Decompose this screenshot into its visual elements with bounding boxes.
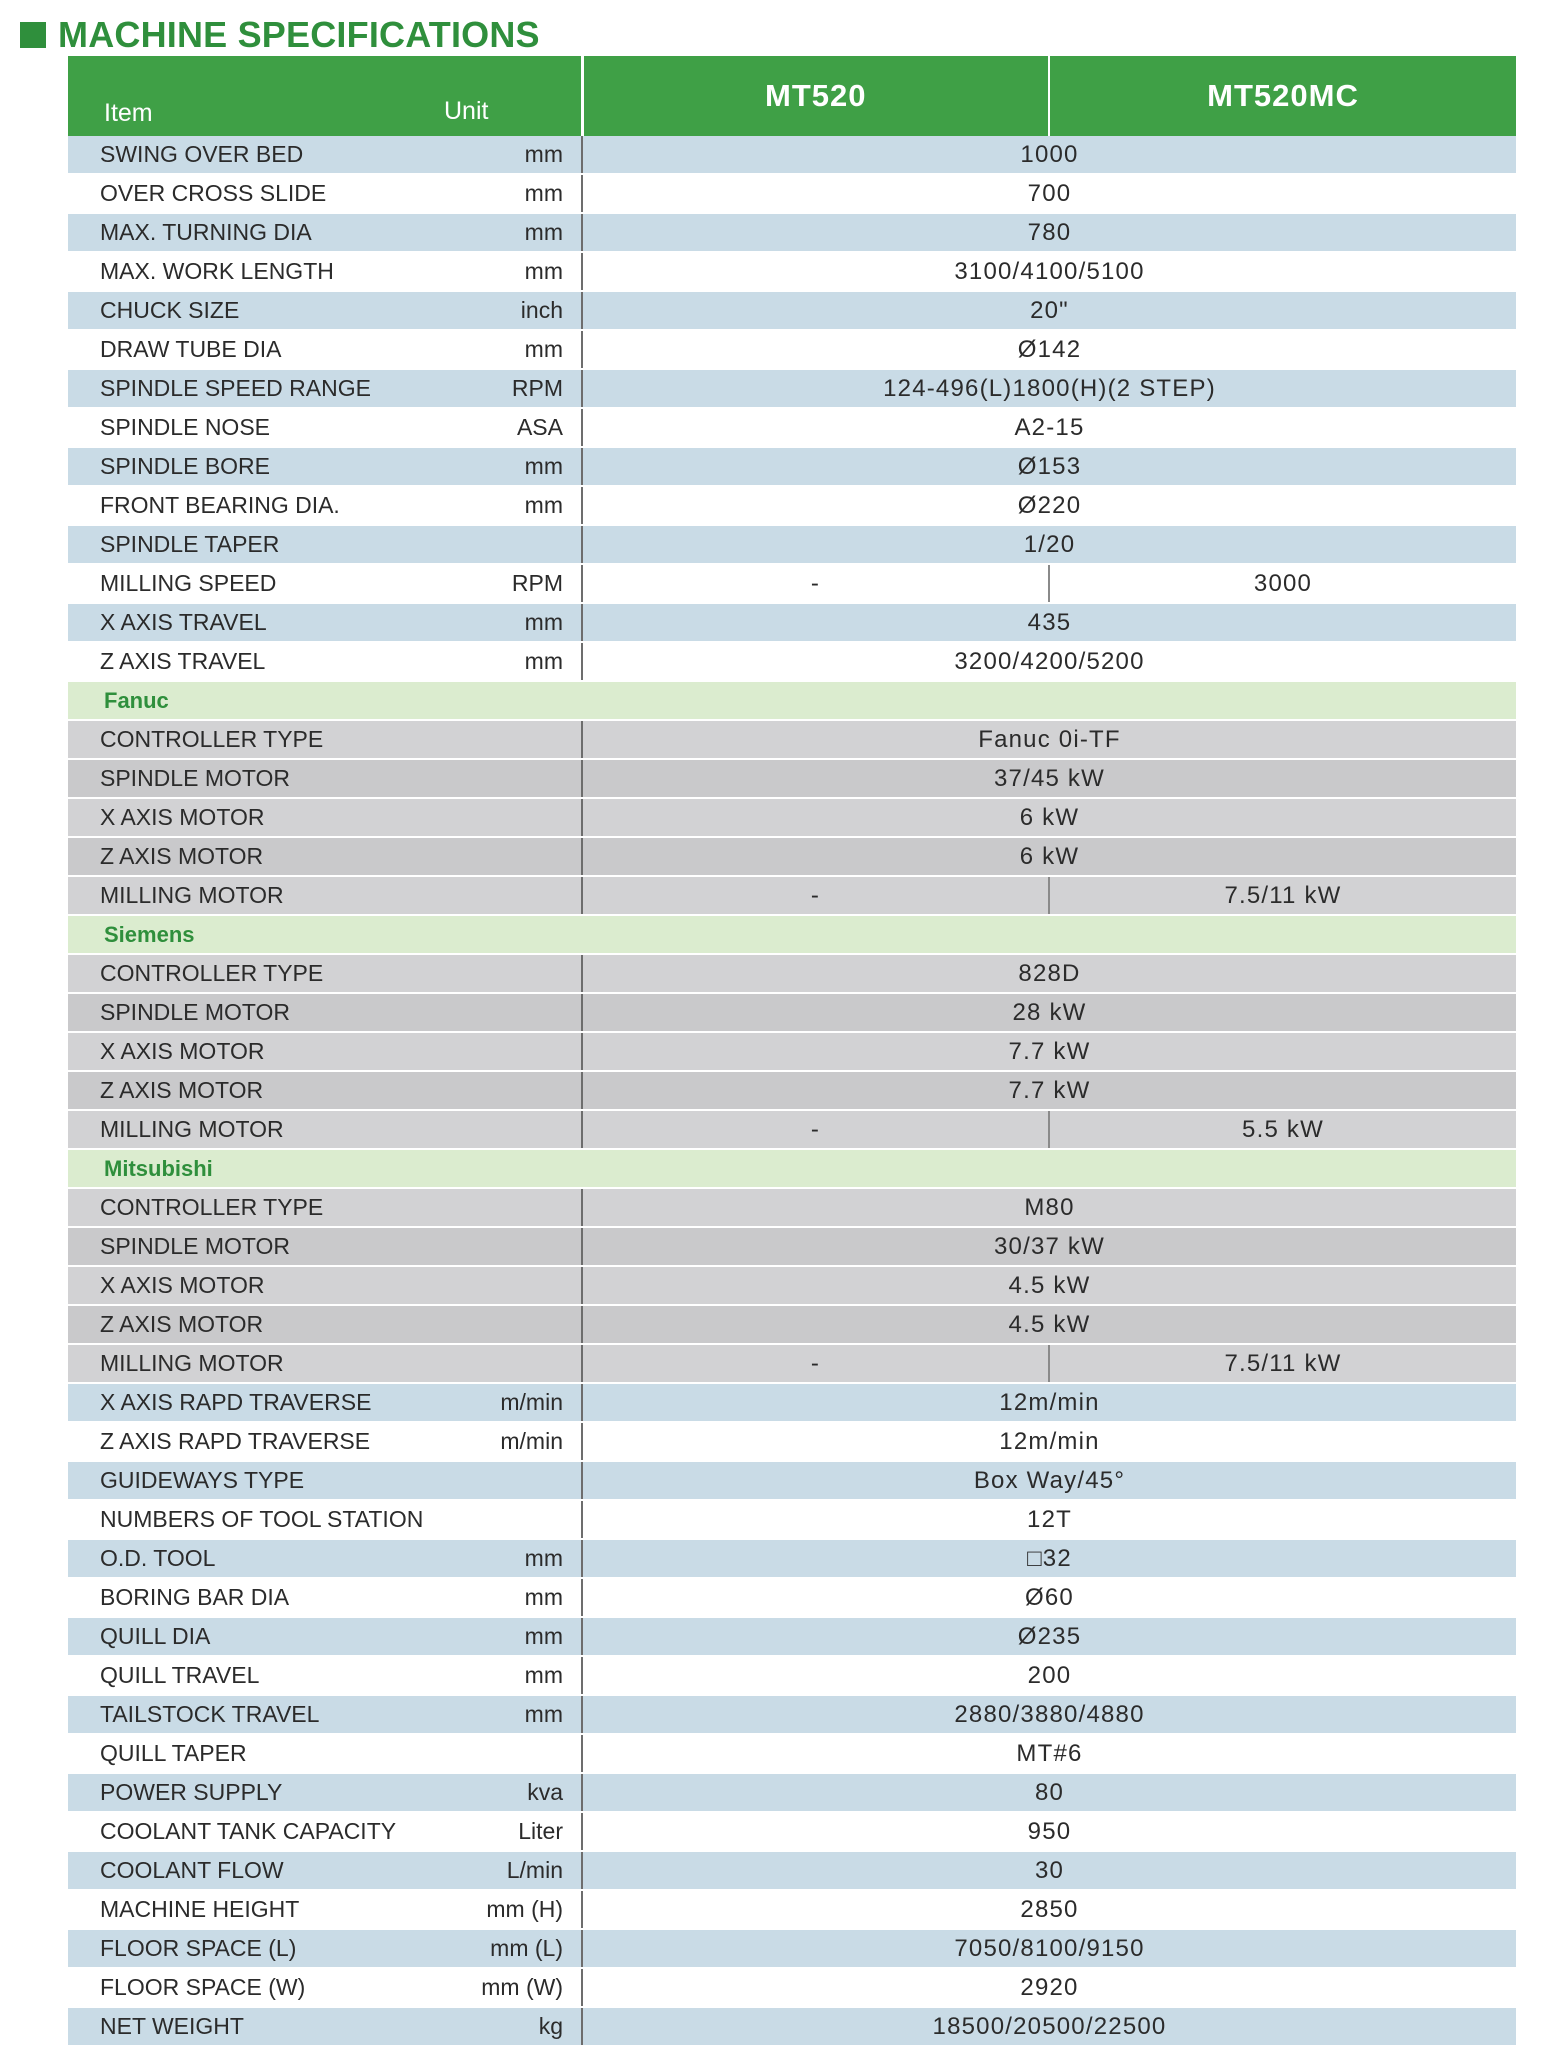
spec-unit: mm (444, 486, 582, 525)
spec-unit (444, 1227, 582, 1266)
table-row (68, 330, 1516, 369)
spec-unit: mm (444, 330, 582, 369)
spec-item-label: GUIDEWAYS TYPE (68, 1461, 444, 1500)
spec-unit (444, 1188, 582, 1227)
spec-unit (444, 1500, 582, 1539)
spec-value: 1000 (582, 136, 1516, 174)
spec-value: Ø153 (582, 447, 1516, 486)
spec-unit: mm (444, 447, 582, 486)
spec-item-label: SPINDLE SPEED RANGE (68, 369, 444, 408)
spec-value-mt520: - (582, 876, 1049, 915)
section-row (68, 1149, 1516, 1188)
spec-item-label: X AXIS MOTOR (68, 798, 444, 837)
spec-unit: m/min (444, 1422, 582, 1461)
spec-value: A2-15 (582, 408, 1516, 447)
spec-unit (444, 876, 582, 915)
spec-item-label: MILLING MOTOR (68, 876, 444, 915)
spec-value: 20" (582, 291, 1516, 330)
section-label: Mitsubishi (68, 1149, 1516, 1188)
table-row (68, 174, 1516, 213)
spec-item-label: O.D. TOOL (68, 1539, 444, 1578)
spec-value-mt520mc: 5.5 kW (1049, 1110, 1516, 1149)
spec-unit: mm (444, 136, 582, 174)
spec-unit: mm (444, 174, 582, 213)
spec-value: 7050/8100/9150 (582, 1929, 1516, 1968)
table-row (68, 408, 1516, 447)
table-row (68, 1422, 1516, 1461)
table-row (68, 1266, 1516, 1305)
table-row (68, 1032, 1516, 1071)
spec-value-mt520: - (582, 1110, 1049, 1149)
spec-value: 7.7 kW (582, 1032, 1516, 1071)
table-row (68, 2007, 1516, 2046)
spec-value: Ø60 (582, 1578, 1516, 1617)
spec-item-label: Z AXIS RAPD TRAVERSE (68, 1422, 444, 1461)
table-row (68, 837, 1516, 876)
spec-unit: mm (444, 1656, 582, 1695)
section-row (68, 915, 1516, 954)
spec-item-label: X AXIS MOTOR (68, 1266, 444, 1305)
table-row (68, 564, 1516, 603)
spec-value: 2850 (582, 1890, 1516, 1929)
spec-unit (444, 720, 582, 759)
spec-value: 3200/4200/5200 (582, 642, 1516, 681)
spec-unit (444, 1266, 582, 1305)
spec-item-label: MILLING MOTOR (68, 1110, 444, 1149)
table-row (68, 798, 1516, 837)
spec-item-label: FLOOR SPACE (L) (68, 1929, 444, 1968)
spec-item-label: FLOOR SPACE (W) (68, 1968, 444, 2007)
spec-unit: mm (444, 213, 582, 252)
table-row (68, 1773, 1516, 1812)
spec-value: Ø142 (582, 330, 1516, 369)
spec-item-label: TAILSTOCK TRAVEL (68, 1695, 444, 1734)
spec-value: 950 (582, 1812, 1516, 1851)
spec-item-label: Z AXIS MOTOR (68, 837, 444, 876)
spec-item-label: COOLANT TANK CAPACITY (68, 1812, 444, 1851)
heading-square-icon (20, 22, 46, 48)
spec-value: 6 kW (582, 837, 1516, 876)
spec-value: Ø220 (582, 486, 1516, 525)
table-row (68, 603, 1516, 642)
table-row (68, 1695, 1516, 1734)
table-row (68, 642, 1516, 681)
table-row (68, 1578, 1516, 1617)
table-row (68, 1617, 1516, 1656)
spec-unit (444, 798, 582, 837)
spec-unit: mm (444, 1578, 582, 1617)
table-row (68, 1461, 1516, 1500)
spec-item-label: QUILL TRAVEL (68, 1656, 444, 1695)
table-row (68, 1929, 1516, 1968)
table-row (68, 1656, 1516, 1695)
spec-unit: inch (444, 291, 582, 330)
spec-unit: m/min (444, 1383, 582, 1422)
spec-value: 3100/4100/5100 (582, 252, 1516, 291)
spec-item-label: Z AXIS TRAVEL (68, 642, 444, 681)
spec-unit (444, 1071, 582, 1110)
spec-value: Fanuc 0i-TF (582, 720, 1516, 759)
spec-item-label: QUILL DIA (68, 1617, 444, 1656)
spec-value: 12m/min (582, 1383, 1516, 1422)
spec-value-mt520mc: 3000 (1049, 564, 1516, 603)
table-row (68, 1968, 1516, 2007)
spec-unit (444, 954, 582, 993)
table-row (68, 1110, 1516, 1149)
spec-value-mt520mc: 7.5/11 kW (1049, 876, 1516, 915)
spec-unit (444, 1461, 582, 1500)
table-row (68, 993, 1516, 1032)
spec-item-label: MILLING SPEED (68, 564, 444, 603)
spec-value: 4.5 kW (582, 1266, 1516, 1305)
table-body (68, 136, 1516, 2046)
spec-item-label: X AXIS MOTOR (68, 1032, 444, 1071)
spec-unit: mm (444, 252, 582, 291)
section-label: Fanuc (68, 681, 1516, 720)
section-row (68, 681, 1516, 720)
spec-item-label: FRONT BEARING DIA. (68, 486, 444, 525)
table-row (68, 291, 1516, 330)
table-row (68, 1812, 1516, 1851)
spec-unit (444, 1110, 582, 1149)
spec-item-label: SPINDLE NOSE (68, 408, 444, 447)
table-row (68, 1890, 1516, 1929)
spec-value: 12m/min (582, 1422, 1516, 1461)
spec-unit (444, 1032, 582, 1071)
table-row (68, 1188, 1516, 1227)
spec-unit (444, 525, 582, 564)
spec-value: 780 (582, 213, 1516, 252)
table-row (68, 1227, 1516, 1266)
spec-unit (444, 837, 582, 876)
spec-value: Ø235 (582, 1617, 1516, 1656)
header-model-mt520mc: MT520MC (1049, 56, 1516, 136)
spec-unit: RPM (444, 564, 582, 603)
spec-value: Box Way/45° (582, 1461, 1516, 1500)
table-row (68, 252, 1516, 291)
spec-value: 1/20 (582, 525, 1516, 564)
header-unit: Unit (444, 56, 582, 136)
spec-item-label: SPINDLE BORE (68, 447, 444, 486)
spec-item-label: SWING OVER BED (68, 136, 444, 174)
spec-unit: mm (444, 1539, 582, 1578)
spec-unit: kg (444, 2007, 582, 2046)
spec-value-mt520mc: 7.5/11 kW (1049, 1344, 1516, 1383)
spec-item-label: OVER CROSS SLIDE (68, 174, 444, 213)
spec-value: 37/45 kW (582, 759, 1516, 798)
spec-item-label: X AXIS RAPD TRAVERSE (68, 1383, 444, 1422)
spec-unit: mm (444, 642, 582, 681)
spec-item-label: BORING BAR DIA (68, 1578, 444, 1617)
spec-value: 30 (582, 1851, 1516, 1890)
spec-value: 12T (582, 1500, 1516, 1539)
spec-unit (444, 993, 582, 1032)
table-row (68, 876, 1516, 915)
table-row (68, 1539, 1516, 1578)
table-row (68, 1734, 1516, 1773)
table-row (68, 1500, 1516, 1539)
spec-unit: mm (W) (444, 1968, 582, 2007)
header-item: Item (68, 56, 444, 136)
spec-unit: mm (L) (444, 1929, 582, 1968)
spec-value: 124-496(L)1800(H)(2 STEP) (582, 369, 1516, 408)
spec-item-label: X AXIS TRAVEL (68, 603, 444, 642)
spec-value: 200 (582, 1656, 1516, 1695)
spec-value: 30/37 kW (582, 1227, 1516, 1266)
spec-item-label: SPINDLE TAPER (68, 525, 444, 564)
spec-unit: L/min (444, 1851, 582, 1890)
spec-value: 435 (582, 603, 1516, 642)
spec-unit: kva (444, 1773, 582, 1812)
spec-unit (444, 1734, 582, 1773)
table-row (68, 954, 1516, 993)
spec-item-label: QUILL TAPER (68, 1734, 444, 1773)
table-row (68, 369, 1516, 408)
page-title: MACHINE SPECIFICATIONS (58, 14, 540, 55)
spec-value: 6 kW (582, 798, 1516, 837)
spec-item-label: Z AXIS MOTOR (68, 1071, 444, 1110)
spec-value-mt520: - (582, 564, 1049, 603)
spec-item-label: NET WEIGHT (68, 2007, 444, 2046)
table-row (68, 136, 1516, 174)
table-row (68, 1071, 1516, 1110)
spec-item-label: MACHINE HEIGHT (68, 1890, 444, 1929)
spec-item-label: CHUCK SIZE (68, 291, 444, 330)
spec-value: 7.7 kW (582, 1071, 1516, 1110)
spec-item-label: CONTROLLER TYPE (68, 1188, 444, 1227)
spec-value: 828D (582, 954, 1516, 993)
table-row (68, 1383, 1516, 1422)
spec-unit (444, 759, 582, 798)
spec-value: 2880/3880/4880 (582, 1695, 1516, 1734)
spec-item-label: SPINDLE MOTOR (68, 993, 444, 1032)
spec-unit: mm (H) (444, 1890, 582, 1929)
spec-unit: ASA (444, 408, 582, 447)
table-row (68, 486, 1516, 525)
spec-value: MT#6 (582, 1734, 1516, 1773)
spec-item-label: MAX. WORK LENGTH (68, 252, 444, 291)
table-row (68, 759, 1516, 798)
spec-item-label: MAX. TURNING DIA (68, 213, 444, 252)
spec-item-label: POWER SUPPLY (68, 1773, 444, 1812)
spec-unit: mm (444, 1617, 582, 1656)
spec-unit (444, 1344, 582, 1383)
spec-value: 700 (582, 174, 1516, 213)
section-label: Siemens (68, 915, 1516, 954)
page-heading (20, 14, 540, 56)
spec-item-label: Z AXIS MOTOR (68, 1305, 444, 1344)
spec-item-label: COOLANT FLOW (68, 1851, 444, 1890)
spec-value: 2920 (582, 1968, 1516, 2007)
spec-value: 80 (582, 1773, 1516, 1812)
spec-item-label: SPINDLE MOTOR (68, 1227, 444, 1266)
spec-value: □32 (582, 1539, 1516, 1578)
table-row (68, 720, 1516, 759)
spec-unit: Liter (444, 1812, 582, 1851)
table-header-row (68, 56, 1516, 136)
spec-item-label: DRAW TUBE DIA (68, 330, 444, 369)
table-row (68, 1344, 1516, 1383)
spec-unit: mm (444, 1695, 582, 1734)
spec-value: 18500/20500/22500 (582, 2007, 1516, 2046)
table-row (68, 1305, 1516, 1344)
spec-value: 4.5 kW (582, 1305, 1516, 1344)
spec-item-label: CONTROLLER TYPE (68, 954, 444, 993)
spec-item-label: MILLING MOTOR (68, 1344, 444, 1383)
spec-item-label: CONTROLLER TYPE (68, 720, 444, 759)
spec-value: M80 (582, 1188, 1516, 1227)
table-row (68, 447, 1516, 486)
spec-item-label: SPINDLE MOTOR (68, 759, 444, 798)
table-row (68, 1851, 1516, 1890)
spec-value-mt520: - (582, 1344, 1049, 1383)
spec-unit (444, 1305, 582, 1344)
table-row (68, 213, 1516, 252)
spec-unit: RPM (444, 369, 582, 408)
spec-item-label: NUMBERS OF TOOL STATION (68, 1500, 444, 1539)
spec-value: 28 kW (582, 993, 1516, 1032)
table-row (68, 525, 1516, 564)
header-model-mt520: MT520 (582, 56, 1049, 136)
specification-table (68, 56, 1516, 2047)
spec-unit: mm (444, 603, 582, 642)
